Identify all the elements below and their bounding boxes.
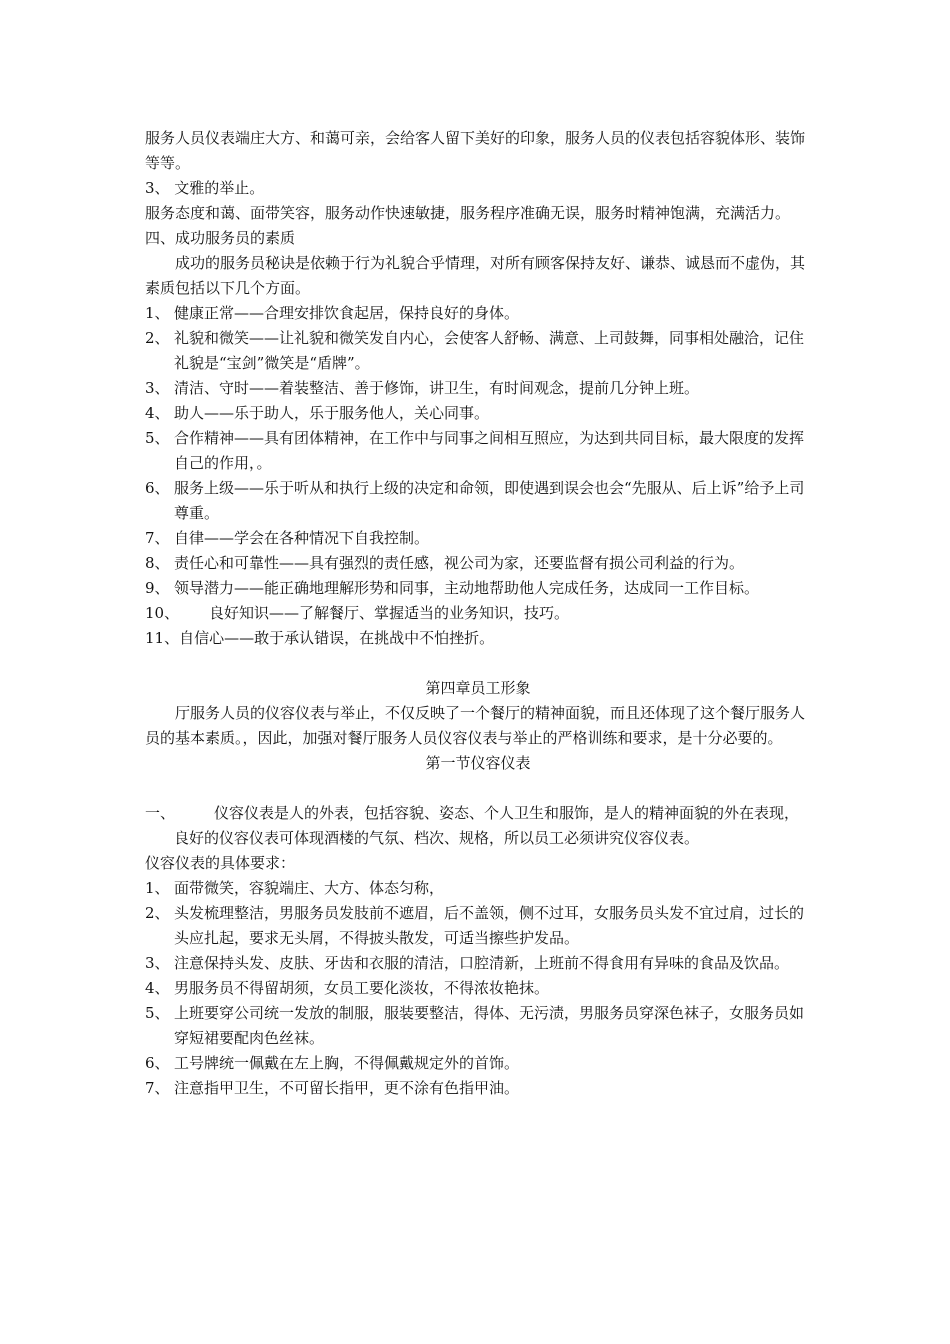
list-item (145, 626, 811, 651)
list-item (145, 1076, 811, 1101)
list-item-number: 5、 (145, 429, 170, 447)
list-item-text: 合作精神——具有团体精神，在工作中与同事之间相互照应，为达到共同目标，最大限度的发挥自己的作用，。 (174, 429, 805, 472)
list-item-number: 6、 (145, 1054, 170, 1072)
document-body (145, 126, 811, 1101)
list-item-number: 4、 (145, 404, 170, 422)
list-item-text: 健康正常——合理安排饮食起居，保持良好的身体。 (174, 304, 520, 322)
spacer (145, 776, 811, 801)
list-item-text: 上班要穿公司统一发放的制服，服装要整洁，得体、无污渍，男服务员穿深色袜子，女服务员如穿短裙要配肉色丝袜。 (174, 1004, 805, 1047)
qualities-list (145, 301, 811, 651)
list-item (145, 1051, 811, 1076)
list-item-text: 仪容仪表是人的外表，包括容貌、姿态、个人卫生和服饰，是人的精神面貌的外在表现，良好的仪容仪表可体现酒楼的气氛、档次、规格，所以员工必须讲究仪容仪表。 (174, 804, 800, 847)
list-item (145, 376, 811, 401)
list-item (145, 401, 811, 426)
list-item (145, 301, 811, 326)
list-item-number: 一、 (145, 804, 176, 822)
list-item-text: 男服务员不得留胡须，女员工要化淡妆，不得浓妆艳抹。 (174, 979, 550, 997)
list-item (145, 876, 811, 901)
list-item-number: 5、 (145, 1004, 170, 1022)
list-item-text: 注意保持头发、皮肤、牙齿和衣服的清洁，口腔清新，上班前不得食用有异味的食品及饮品。 (174, 954, 790, 972)
list-item-text: 自信心——敢于承认错误，在挑战中不怕挫折。 (179, 629, 495, 647)
list-item-number: 7、 (145, 1079, 170, 1097)
list-item-number: 3、 (145, 954, 170, 972)
list-item-number: 2、 (145, 329, 170, 347)
list-item-text: 礼貌和微笑——让礼貌和微笑发自内心，会使客人舒畅、满意、上司鼓舞，同事相处融洽，记住礼貌是“宝剑”微笑是“盾牌”。 (174, 329, 805, 372)
list-item-number: 7、 (145, 529, 170, 547)
list-item (145, 901, 811, 951)
list-item (145, 551, 811, 576)
list-item (145, 801, 811, 851)
list-item-text: 服务上级——乐于听从和执行上级的决定和命领，即使遇到误会也会“先服从、后上诉”给予上司尊重。 (174, 479, 805, 522)
chapter-title: 第四章员工形象 (425, 679, 531, 697)
list-item-number: 10、 (145, 604, 180, 622)
item3-heading: 3、 文雅的举止。 (145, 179, 265, 197)
list-item (145, 476, 811, 526)
section-title: 第一节仪容仪表 (425, 754, 531, 772)
list-item (145, 526, 811, 551)
list-item-number: 11、 (145, 629, 180, 647)
item3-paragraph: 服务态度和蔼、面带笑容，服务动作快速敏捷，服务程序准确无误，服务时精神饱满，充满活力。 (145, 204, 791, 222)
section4-heading: 四、成功服务员的素质 (145, 229, 296, 247)
list-item-number: 4、 (145, 979, 170, 997)
list-item-text: 注意指甲卫生，不可留长指甲，更不涂有色指甲油。 (174, 1079, 520, 1097)
chapter-intro: 厅服务人员的仪容仪表与举止，不仅反映了一个餐厅的精神面貌，而且还体现了这个餐厅服务人员的基本素质。，因此，加强对餐厅服务人员仪容仪表与举止的严格训练和要求，是十分必要的。 (145, 704, 806, 747)
list-item-number: 2、 (145, 904, 170, 922)
list-item-number: 8、 (145, 554, 170, 572)
list-item (145, 976, 811, 1001)
list-item-number: 6、 (145, 479, 170, 497)
list-item-text: 责任心和可靠性——具有强烈的责任感，视公司为家，还要监督有损公司利益的行为。 (174, 554, 745, 572)
list-item (145, 1001, 811, 1051)
list-item-text: 领导潜力——能正确地理解形势和同事，主动地帮助他人完成任务，达成同一工作目标。 (174, 579, 760, 597)
list-item (145, 601, 811, 626)
list-item-text: 工号牌统一佩戴在左上胸，不得佩戴规定外的首饰。 (174, 1054, 520, 1072)
list-item-text: 良好知识——了解餐厅、掌握适当的业务知识，技巧。 (209, 604, 570, 622)
intro-paragraph: 服务人员仪表端庄大方、和蔼可亲，会给客人留下美好的印象，服务人员的仪表包括容貌体形、装饰等等。 (145, 129, 806, 172)
list-item-text: 自律——学会在各种情况下自我控制。 (174, 529, 430, 547)
spacer (145, 651, 811, 676)
list-item-text: 清洁、守时——着装整洁、善于修饰，讲卫生，有时间观念，提前几分钟上班。 (174, 379, 700, 397)
list-item (145, 326, 811, 376)
list-item-text: 面带微笑，容貌端庄、大方、体态匀称， (174, 879, 445, 897)
section4-intro: 成功的服务员秘诀是依赖于行为礼貌合乎情理，对所有顾客保持友好、谦恭、诚恳而不虚伪，其素质包括以下几个方面。 (145, 254, 806, 297)
list-item-text: 头发梳理整洁，男服务员发肢前不遮眉，后不盖领，侧不过耳，女服务员头发不宜过肩，过长的头应扎起，要求无头屑，不得披头散发，可适当擦些护发品。 (174, 904, 805, 947)
list-item (145, 951, 811, 976)
requirements-heading: 仪容仪表的具体要求： (145, 854, 296, 872)
list-item-number: 1、 (145, 879, 170, 897)
list-item-number: 1、 (145, 304, 170, 322)
list-item-number: 9、 (145, 579, 170, 597)
list-item-text: 助人——乐于助人，乐于服务他人，关心同事。 (174, 404, 490, 422)
list-item-number: 3、 (145, 379, 170, 397)
list-item (145, 426, 811, 476)
requirements-list (145, 876, 811, 1101)
list-item (145, 576, 811, 601)
